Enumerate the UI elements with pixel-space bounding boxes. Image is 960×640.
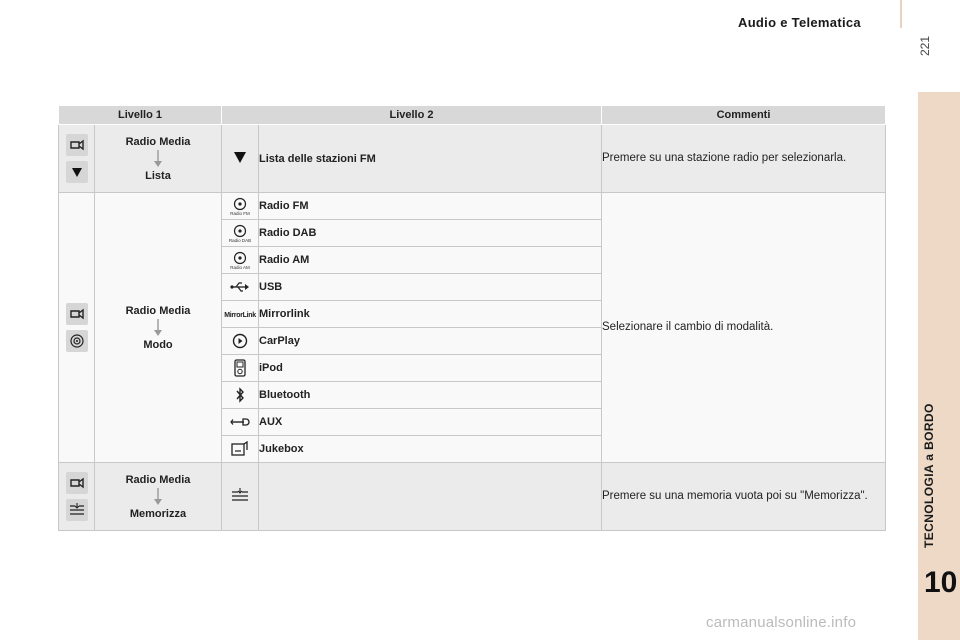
memorize-icon [222,463,259,531]
radio-dab-icon [222,220,259,247]
level2-label: Jukebox [259,436,602,463]
watermark: carmanualsonline.info [706,614,857,631]
level2-label [259,463,602,531]
memorize-icon [66,499,88,521]
header-divider [900,0,902,28]
menu-table [58,105,886,531]
level2-label: iPod [259,355,602,382]
level1-label: Radio Media [125,473,191,486]
level2-label: USB [259,274,602,301]
arrow-down-icon [153,488,163,506]
level2-label: Lista delle stazioni FM [259,125,602,193]
header-level2: Livello 2 [222,106,602,125]
arrow-down-icon [153,319,163,337]
ipod-icon [222,355,259,382]
level2-label: Radio AM [259,247,602,274]
table-row [59,193,886,220]
level1-icon-cell [59,193,95,463]
triangle-down-icon [233,150,247,164]
level1-label: Radio Media [125,304,191,317]
jukebox-icon [222,436,259,463]
radio-fm-icon [222,193,259,220]
level1-icon-cell [59,463,95,531]
triangle-down-icon [66,161,88,183]
icon-caption: MirrorLink [224,312,256,319]
level1-label: Radio Media [125,135,191,148]
level2-label: CarPlay [259,328,602,355]
radio-media-icon [66,472,88,494]
icon-caption: Radio DAB [228,237,252,243]
level2-label: Bluetooth [259,382,602,409]
level2-label: Mirrorlink [259,301,602,328]
bluetooth-icon [222,382,259,409]
level1-icon-cell [59,125,95,193]
chapter-number: 10 [924,566,958,599]
mirrorlink-logo [222,301,259,328]
level2-label: Radio FM [259,193,602,220]
level2-icon-cell [222,125,259,193]
level1-cell [95,193,222,463]
table-header-row [59,106,886,125]
usb-icon [222,274,259,301]
comment-cell: Premere su una memoria vuota poi su "Memorizza". [602,463,886,531]
radio-am-icon [222,247,259,274]
level2-label: Radio DAB [259,220,602,247]
level1-sublabel: Lista [145,169,171,182]
radio-media-icon [66,303,88,325]
table-row [59,463,886,531]
icon-caption: Radio FM [230,210,250,216]
table-row [59,125,886,193]
arrow-down-icon [153,150,163,168]
comment-cell: Selezionare il cambio di modalità. [602,193,886,463]
level1-cell [95,463,222,531]
page-number: 221 [918,35,932,56]
level1-sublabel: Modo [143,338,173,351]
header-level1: Livello 1 [59,106,222,125]
chapter-sidebar [918,92,960,640]
level1-cell [95,125,222,193]
icon-caption: Radio AM [230,264,250,270]
level1-sublabel: Memorizza [129,507,187,520]
carplay-icon [222,328,259,355]
chapter-title: TECNOLOGIA a BORDO [922,403,936,548]
radio-media-icon [66,134,88,156]
comment-cell: Premere su una stazione radio per selezionarla. [602,125,886,193]
page-header-title: Audio e Telematica [738,15,861,30]
aux-icon [222,409,259,436]
level2-label: AUX [259,409,602,436]
mode-icon [66,330,88,352]
header-comments: Commenti [602,106,886,125]
